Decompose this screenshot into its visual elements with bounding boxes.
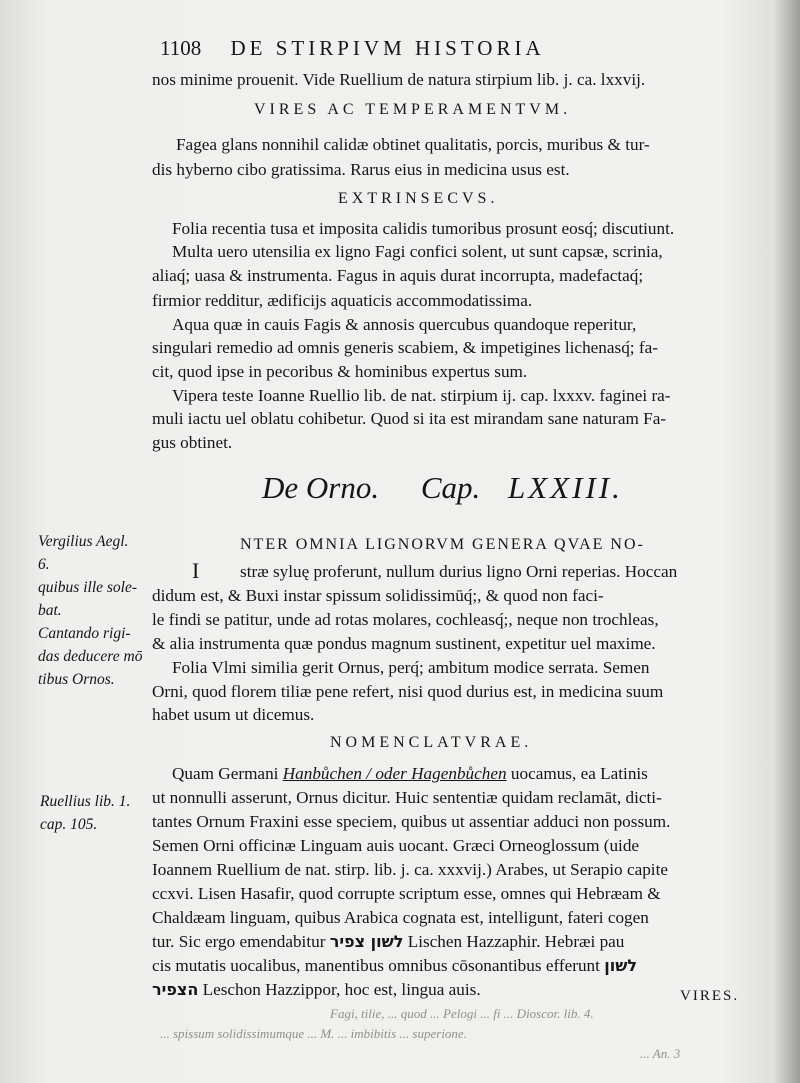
text-line: Chaldæam linguam, quibus Arabica cognata est, intelligunt, fateri cogen	[152, 908, 649, 927]
text-fragment: uocamus, ea Latinis	[506, 764, 648, 783]
bleed-through-line: ... spissum solidissimumque ... M. ... imbibitis ... superione.	[160, 1026, 467, 1041]
hebrew-word: הצפיר	[152, 980, 199, 999]
text-line: le findi se patitur, unde ad rotas molares, cochleasq́;, neque non trochleas,	[152, 610, 659, 629]
margin-note-line: tibus Ornos.	[38, 671, 115, 688]
section-heading-vires: VIRES AC TEMPERAMENTVM.	[254, 101, 572, 118]
text-line: muli iactu uel oblatu cohibetur. Quod si ita est mirandam sane naturam Fa-	[152, 409, 667, 428]
text-line: Aqua quæ in cauis Fagis & annosis quercubus quandoque reperitur,	[172, 315, 637, 334]
text-line: stræ syluę proferunt, nullum durius ligno Orni reperias. Hoccan	[240, 562, 678, 581]
text-line: cit, quod ipse in pecoribus & hominibus expertus sum.	[152, 362, 528, 381]
chapter-title	[262, 470, 623, 506]
margin-note-line: quibus ille sole-	[38, 579, 138, 596]
german-name: Hanbůchen / oder Hagenbůchen	[282, 764, 507, 783]
text-line: Fagea glans nonnihil calidæ obtinet qualitatis, porcis, muribus & tur-	[176, 135, 650, 154]
text-line: Semen Orni officinæ Linguam auis uocant. Græci Orneoglossum (uide	[152, 836, 640, 855]
margin-note-line: cap. 105.	[40, 816, 98, 833]
text-line: Folia Vlmi similia gerit Ornus, perq́; ambitum modice serrata. Semen	[172, 658, 650, 677]
text-fragment: cis mutatis uocalibus, manentibus omnibus cōsonantibus efferunt	[152, 956, 605, 975]
text-line: Multa uero utensilia ex ligno Fagi confici solent, ut sunt capsæ, scrinia,	[172, 242, 663, 261]
margin-note-line: Ruellius lib. 1.	[40, 793, 131, 810]
text-line	[152, 978, 481, 1001]
text-line: Ioannem Ruellium de nat. stirp. lib. j. ca. xxxvij.) Arabes, ut Serapio capite	[152, 860, 668, 879]
text-fragment: Lischen Hazzaphir. Hebræi pau	[403, 932, 625, 951]
catchword: VIRES.	[680, 988, 740, 1004]
text-line	[152, 930, 624, 953]
text-line: Vipera teste Ioanne Ruellio lib. de nat. stirpium ij. cap. lxxxv. faginei ra-	[172, 386, 671, 405]
text-line: nos minime prouenit. Vide Ruellium de natura stirpium lib. j. ca. lxxvij.	[152, 70, 646, 89]
bleed-through-line: ... An. 3	[640, 1046, 681, 1061]
initial-letter: I	[192, 558, 200, 583]
margin-note-line: Cantando rigi-	[38, 625, 131, 642]
text-line: Folia recentia tusa et imposita calidis tumoribus prosunt eosq́; discutiunt.	[172, 219, 675, 238]
text-fragment: Leschon Hazzippor, hoc est, lingua auis.	[198, 980, 481, 999]
page-number: 1108	[160, 36, 202, 60]
text-line-caps: NTER OMNIA LIGNORVM GENERA QVAE NO-	[240, 536, 645, 553]
chapter-cap-label: Cap.	[420, 470, 481, 505]
hebrew-word: לשון צפיר	[329, 932, 404, 951]
bleed-through-line: Fagi, tilie, ... quod ... Pelogi ... fi ... Dioscor. lib. 4.	[330, 1006, 594, 1021]
text-line: aliaq́; uasa & instrumenta. Fagus in aquis durat incorrupta, madefactaq́;	[152, 266, 644, 285]
hebrew-word: לשון	[604, 956, 638, 975]
text-line: ccxvi. Lisen Hasafir, quod corrupte scriptum esse, omnes qui Hebræam &	[152, 884, 661, 903]
margin-note-line: das deducere mō	[38, 648, 143, 665]
text-line: didum est, & Buxi instar spissum solidissimūq́;, & quod non faci-	[152, 586, 604, 605]
text-line: habet usum ut dicemus.	[152, 705, 315, 724]
chapter-name: De Orno.	[262, 470, 380, 505]
text-line	[152, 954, 637, 977]
text-fragment: Quam Germani	[172, 764, 283, 783]
running-head	[160, 36, 545, 61]
text-line: firmior redditur, ædificijs aquaticis accommodatissima.	[152, 291, 533, 310]
margin-note-vergilius	[38, 530, 142, 691]
text-fragment: tur. Sic ergo emendabitur	[152, 932, 330, 951]
section-heading-nomenclaturae: NOMENCLATVRAE.	[330, 734, 533, 751]
page-edge-shadow	[774, 0, 800, 1083]
chapter-number: LXXIII.	[508, 470, 623, 505]
text-line: singulari remedio ad omnis generis scabiem, & impetigines lichenasq́; fa-	[152, 338, 658, 357]
text-line: Orni, quod florem tiliæ pene refert, nisi quod durius est, in medicina suum	[152, 682, 664, 701]
running-title: DE STIRPIVM HISTORIA	[230, 36, 545, 60]
margin-note-line: Vergilius Aegl.	[38, 533, 129, 550]
text-line	[172, 762, 648, 785]
margin-note-ruellius	[40, 790, 130, 836]
margin-note-line: bat.	[38, 602, 62, 619]
text-line: & alia instrumenta quæ pondus magnum sustinent, expetitur uel maxime.	[152, 634, 656, 653]
margin-note-line: 6.	[38, 556, 50, 573]
text-line: tantes Ornum Fraxini esse speciem, quibus ut assentiar adduci non possum.	[152, 812, 671, 831]
text-line: ut nonnulli asserunt, Ornus dicitur. Huic sententiæ quidam reclamāt, dicti-	[152, 788, 662, 807]
text-line: dis hyberno cibo gratissima. Rarus eius in medicina usus est.	[152, 160, 570, 179]
text-line: gus obtinet.	[152, 433, 233, 452]
section-heading-extrinsecus: EXTRINSECVS.	[338, 190, 499, 207]
